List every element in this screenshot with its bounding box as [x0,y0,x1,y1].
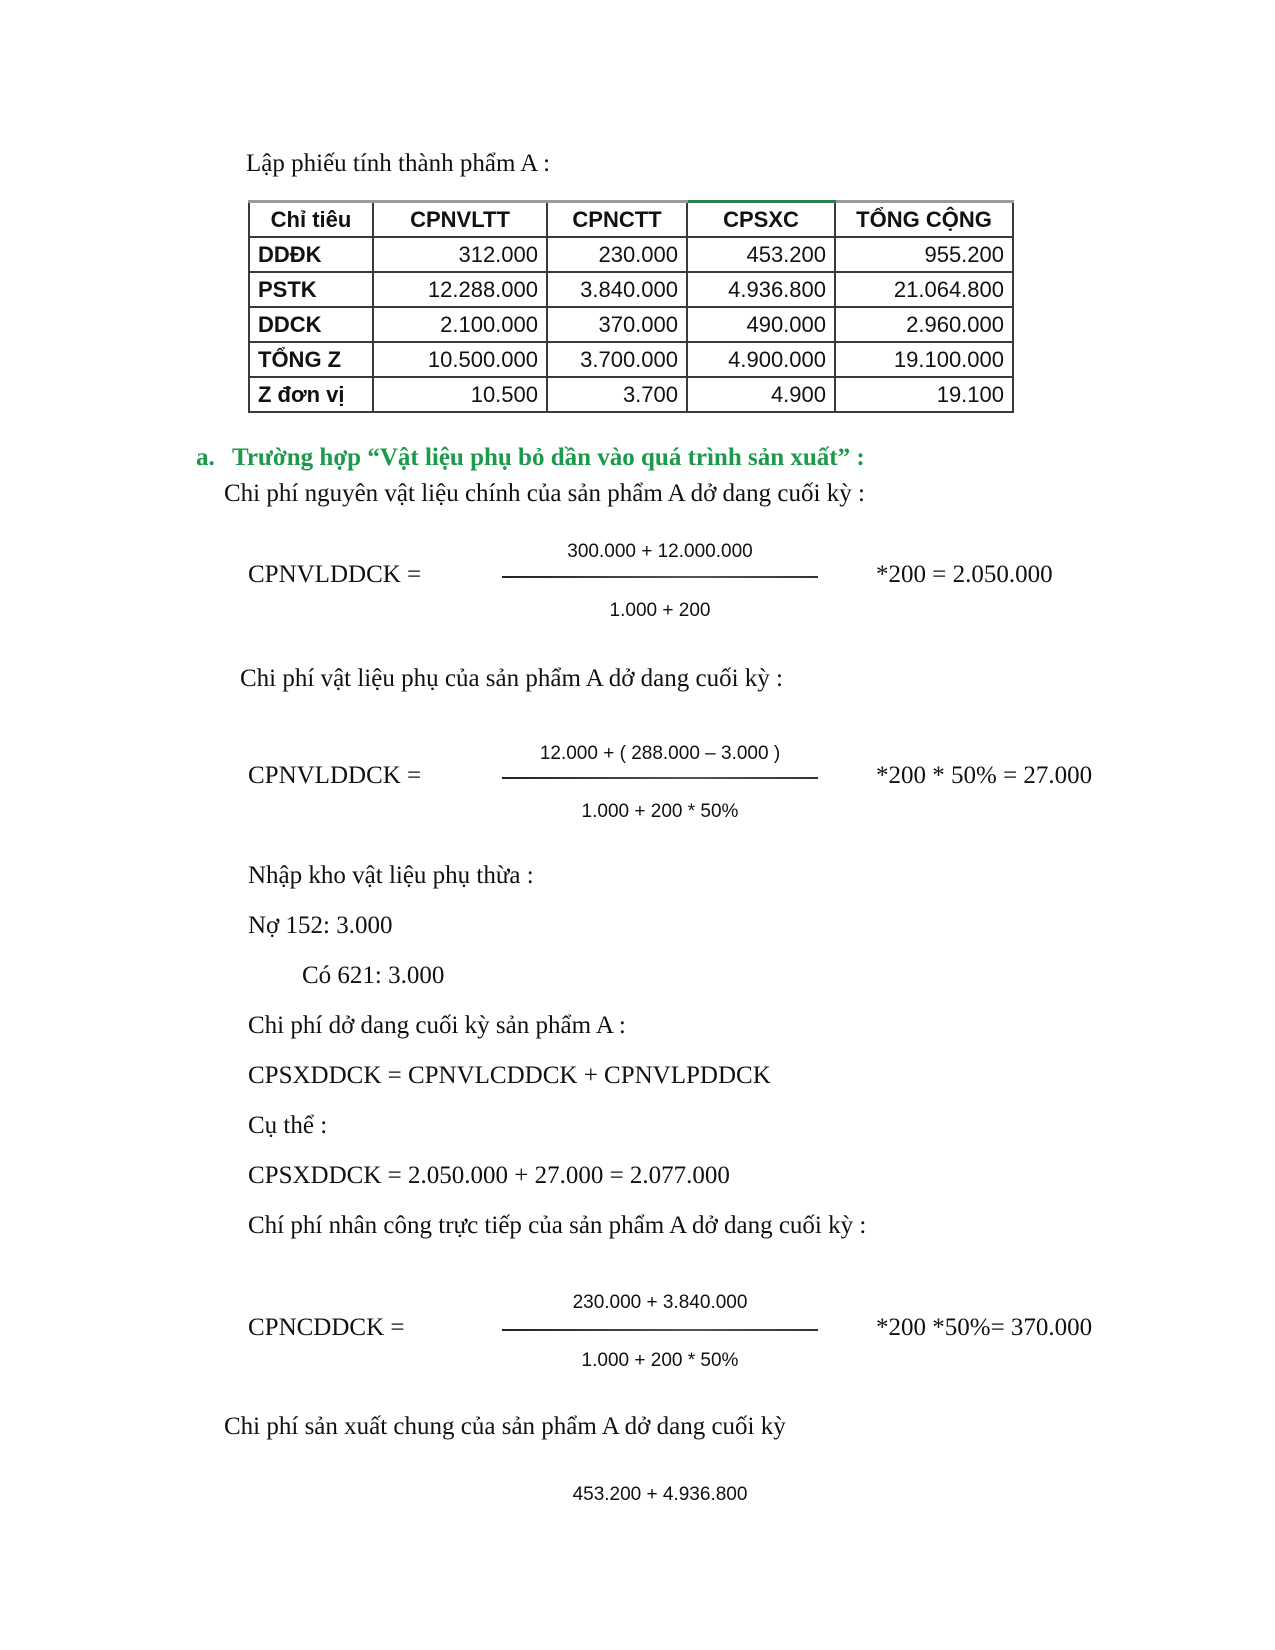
cell-value: 2.960.000 [835,307,1013,342]
section-a-heading [196,444,865,472]
header-cell: CPNCTT [547,202,687,238]
cell-value: 490.000 [687,307,835,342]
cell-value: 10.500 [373,377,547,412]
header-cell: TỔNG CỘNG [835,202,1013,238]
formula-denominator: 1.000 + 200 [609,600,711,621]
wip-label: Chi phí dở dang cuối kỳ sản phẩm A : [248,1012,626,1039]
row-label: DDĐK [249,237,373,272]
cell-value: 4.900.000 [687,342,835,377]
table-row [249,342,1013,377]
cell-value: 312.000 [373,237,547,272]
fraction-line [502,777,818,779]
table-header-row [249,202,1013,238]
header-cell: CPNVLTT [373,202,547,238]
main-material-label: Chi phí nguyên vật liệu chính của sản phẩm A dở dang cuối kỳ : [224,480,865,507]
formula-lhs: CPNVLDDCK = [248,561,422,588]
formula-denominator: 1.000 + 200 * 50% [581,801,739,822]
cell-value: 12.288.000 [373,272,547,307]
formula-numerator: 12.000 + ( 288.000 – 3.000 ) [539,743,781,764]
formula-lhs: CPNVLDDCK = [248,762,422,789]
row-label: DDCK [249,307,373,342]
formula-rhs: *200 *50%= 370.000 [876,1314,1093,1341]
formula-numerator: 230.000 + 3.840.000 [572,1292,748,1313]
cell-value: 955.200 [835,237,1013,272]
fraction-line [502,576,818,578]
list-marker: a. [196,444,215,471]
intro-text: Lập phiếu tính thành phẩm A : [246,150,551,177]
specific-label: Cụ thể : [248,1112,328,1139]
formula-rhs: *200 * 50% = 27.000 [876,762,1093,789]
cost-table [248,200,1014,413]
cell-value: 230.000 [547,237,687,272]
wip-calculation: CPSXDDCK = 2.050.000 + 27.000 = 2.077.000 [248,1162,730,1189]
cell-value: 19.100 [835,377,1013,412]
return-label: Nhập kho vật liệu phụ thừa : [248,862,534,889]
row-label: PSTK [249,272,373,307]
cell-value: 2.100.000 [373,307,547,342]
header-cell: CPSXC [687,202,835,238]
table-row [249,237,1013,272]
cell-value: 370.000 [547,307,687,342]
cell-value: 4.936.800 [687,272,835,307]
labor-label: Chí phí nhân công trực tiếp của sản phẩm A dở dang cuối kỳ : [248,1212,867,1239]
cell-value: 19.100.000 [835,342,1013,377]
fraction-line [502,1329,818,1331]
cell-value: 453.200 [687,237,835,272]
cell-value: 3.840.000 [547,272,687,307]
cell-value: 3.700 [547,377,687,412]
formula-rhs: *200 = 2.050.000 [876,561,1053,588]
cell-value: 10.500.000 [373,342,547,377]
cell-value: 4.900 [687,377,835,412]
wip-formula: CPSXDDCK = CPNVLCDDCK + CPNVLPDDCK [248,1062,771,1089]
section-a-title: Trường hợp “Vật liệu phụ bỏ dần vào quá trình sản xuất” : [232,444,865,471]
table-row [249,272,1013,307]
table-row [249,377,1013,412]
row-label: TỔNG Z [249,342,373,377]
debit-entry: Nợ 152: 3.000 [248,912,393,939]
formula-denominator: 1.000 + 200 * 50% [581,1350,739,1371]
formula-lhs: CPNCDDCK = [248,1314,405,1341]
credit-entry: Có 621: 3.000 [302,962,445,989]
table-row [249,307,1013,342]
formula-overhead-numerator: 453.200 + 4.936.800 [572,1484,748,1505]
overhead-label: Chi phí sản xuất chung của sản phẩm A dở dang cuối kỳ [224,1413,786,1440]
cell-value: 21.064.800 [835,272,1013,307]
formula-numerator: 300.000 + 12.000.000 [567,541,753,562]
row-label: Z đơn vị [249,377,373,412]
aux-material-label: Chi phí vật liệu phụ của sản phẩm A dở dang cuối kỳ : [240,665,784,692]
cell-value: 3.700.000 [547,342,687,377]
header-cell: Chỉ tiêu [249,202,373,238]
